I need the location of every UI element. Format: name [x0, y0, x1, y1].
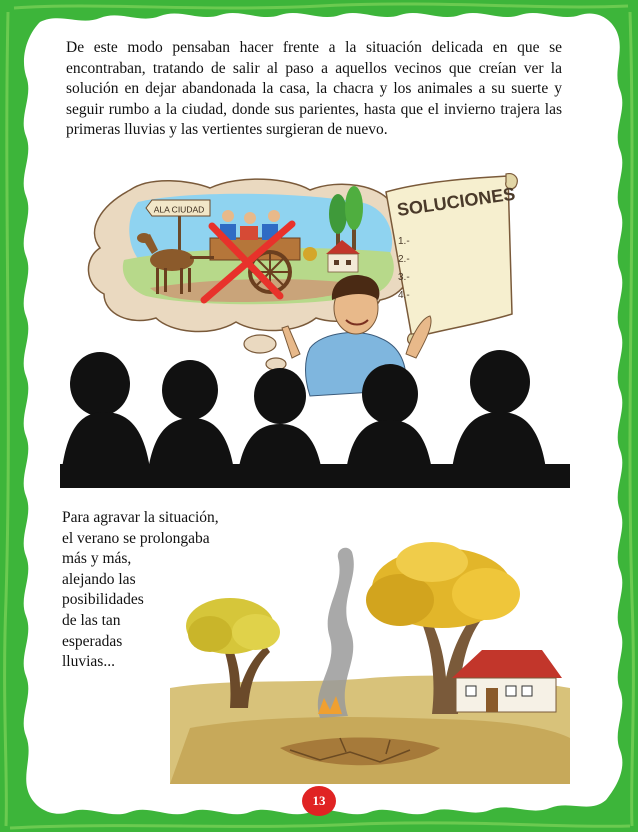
page-number: 13: [312, 793, 326, 808]
scroll-title: SOLUCIONES: [395, 183, 517, 220]
house-drawing: [452, 650, 562, 712]
scroll-item-1: 1.-: [398, 236, 410, 247]
scroll-item-3: 3.-: [398, 272, 410, 283]
sign-text: ALA CIUDAD: [153, 204, 205, 215]
illustration-meeting: [60, 168, 570, 488]
paragraph-side: Para agravar la situación, el verano se prolongaba más y más, alejando las posibilidades de las tan esperadas lluvias...: [62, 509, 219, 671]
page-number-badge: [302, 786, 336, 816]
paragraph-top: De este modo pensaban hacer frente a la situación delicada en que se encontraban, tratando de salir al paso a aquellos vecinos que creían ver la solución en dejar abandonada la casa, la chacra y los animales a su suerte y seguir rumbo a la ciudad, donde sus parientes, hasta que el invierno trajera las primeras lluvias y las vertientes surgieran de nuevo.: [66, 39, 562, 138]
solutions-scroll: [386, 174, 517, 345]
illustration-drought: [170, 538, 570, 784]
scroll-item-2: 2.-: [398, 254, 410, 265]
scroll-item-4: 4.-: [398, 290, 410, 301]
